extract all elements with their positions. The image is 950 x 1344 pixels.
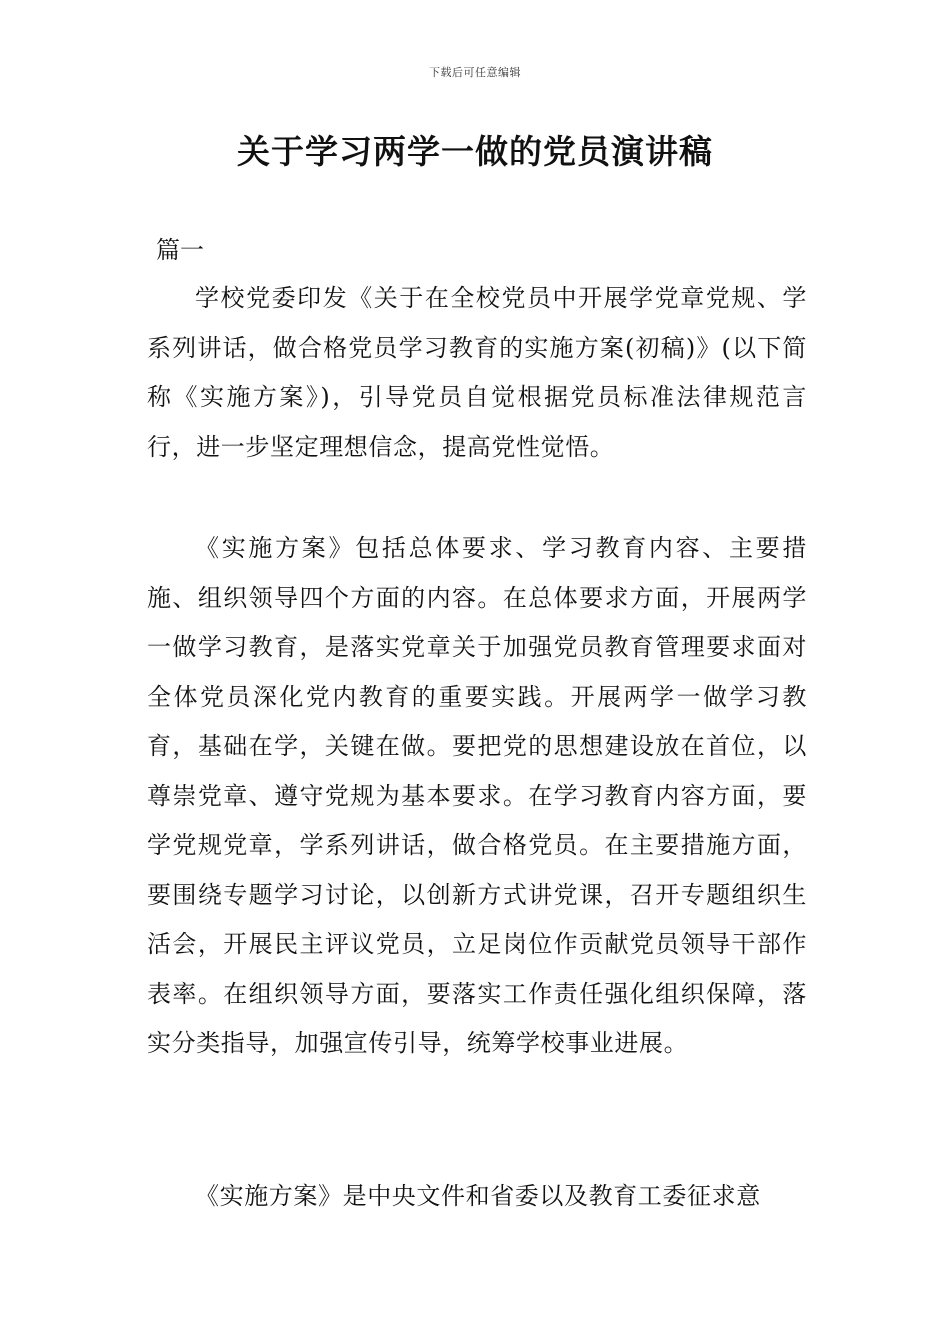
- paragraph-3: 《实施方案》是中央文件和省委以及教育工委征求意: [195, 1182, 761, 1210]
- paragraph-2: 《实施方案》包括总体要求、学习教育内容、主要措施、组织领导四个方面的内容。在总体要求方面，开展两学一做学习教育，是落实党章关于加强党员教育管理要求面对全体党员深化党内教育的重要实践。开展两学一做学习教育，基础在学，关键在做。要把党的思想建设放在首位，以尊崇党章、遵守党规为基本要求。在学习教育内容方面，要学党规党章，学系列讲话，做合格党员。在主要措施方面，要围绕专题学习讨论，以创新方式讲党课，召开专题组织生活会，开展民主评议党员，立足岗位作贡献党员领导干部作表率。在组织领导方面，要落实工作责任强化组织保障，落实分类指导，加强宣传引导，统筹学校事业进展。: [147, 534, 807, 1057]
- header-note: 下载后可任意编辑: [429, 66, 521, 79]
- paragraph-1: 学校党委印发《关于在全校党员中开展学党章党规、学系列讲话，做合格党员学习教育的实施方案(初稿)》(以下简称《实施方案》)，引导党员自觉根据党员标准法律规范言行，进一步坚定理想信念，提高党性觉悟。: [147, 284, 807, 461]
- section-label: 篇一: [156, 236, 204, 264]
- document-title: 关于学习两学一做的党员演讲稿: [237, 132, 713, 171]
